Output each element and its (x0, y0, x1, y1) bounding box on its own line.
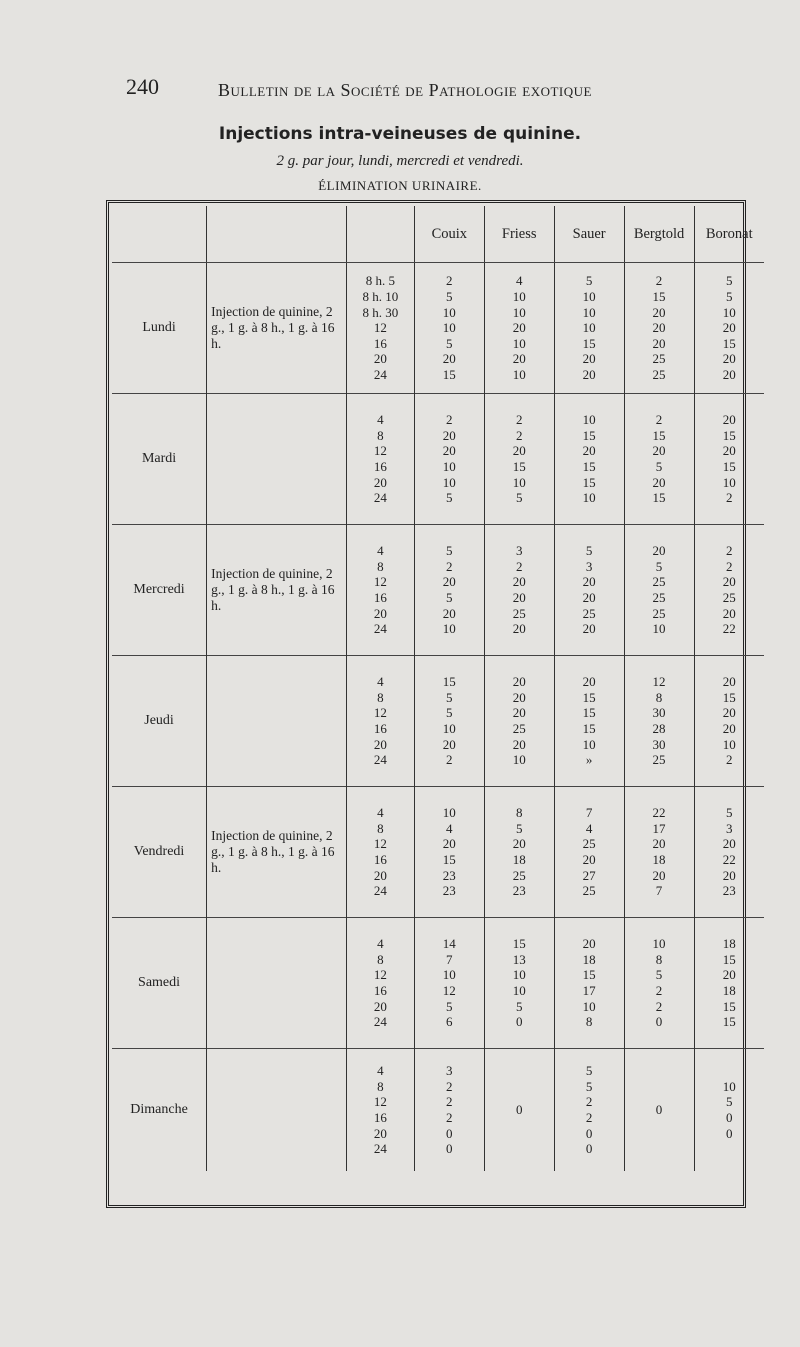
elimination-values: 2 15 20 20 20 25 25 (624, 263, 694, 394)
elimination-values: 7 4 25 20 27 25 (554, 787, 624, 918)
header-empty-day (112, 206, 207, 263)
column-header: Couix (414, 206, 484, 263)
hour-values: 4 8 12 16 20 24 (346, 787, 414, 918)
column-header: Bergtold (624, 206, 694, 263)
injection-note (207, 656, 347, 787)
elimination-values: 20 18 15 17 10 8 (554, 918, 624, 1049)
elimination-values: 5 5 10 20 15 20 20 (694, 263, 764, 394)
injection-note: Injection de quinine, 2 g., 1 g. à 8 h., 1 g. à 16 h. (207, 263, 347, 394)
column-header: Friess (484, 206, 554, 263)
column-header: Boronat (694, 206, 764, 263)
elimination-values: 8 5 20 18 25 23 (484, 787, 554, 918)
table-row (112, 263, 764, 394)
page-header (0, 0, 800, 200)
elimination-values: 20 15 15 15 10 » (554, 656, 624, 787)
elimination-values: 10 5 0 0 (694, 1049, 764, 1172)
day-label: Mercredi (112, 525, 207, 656)
table-row (112, 394, 764, 525)
elimination-values: 20 5 25 25 25 10 (624, 525, 694, 656)
table-row (112, 787, 764, 918)
table-row (112, 918, 764, 1049)
elimination-values: 2 5 10 10 5 20 15 (414, 263, 484, 394)
injection-note: Injection de quinine, 2 g., 1 g. à 8 h., 1 g. à 16 h. (207, 787, 347, 918)
hour-values: 4 8 12 16 20 24 (346, 656, 414, 787)
elimination-values: 10 4 20 15 23 23 (414, 787, 484, 918)
day-label: Samedi (112, 918, 207, 1049)
day-label: Lundi (112, 263, 207, 394)
hour-values: 4 8 12 16 20 24 (346, 1049, 414, 1172)
running-head: Bulletin de la Société de Pathologie exotique (218, 80, 592, 100)
elimination-values: 4 10 10 20 10 20 10 (484, 263, 554, 394)
elimination-values: 5 2 20 5 20 10 (414, 525, 484, 656)
elimination-values: 5 10 10 10 15 20 20 (554, 263, 624, 394)
table-row (112, 656, 764, 787)
elimination-values: 12 8 30 28 30 25 (624, 656, 694, 787)
elimination-values: 0 (484, 1049, 554, 1172)
elimination-values: 3 2 2 2 0 0 (414, 1049, 484, 1172)
injection-note (207, 1049, 347, 1172)
elimination-values: 2 15 20 5 20 15 (624, 394, 694, 525)
elimination-values: 20 20 20 25 20 10 (484, 656, 554, 787)
day-label: Mardi (112, 394, 207, 525)
table-subtitle: 2 g. par jour, lundi, mercredi et vendredi. (276, 153, 524, 169)
injection-note: Injection de quinine, 2 g., 1 g. à 8 h., 1 g. à 16 h. (207, 525, 347, 656)
injection-note (207, 394, 347, 525)
day-label: Dimanche (112, 1049, 207, 1172)
header-empty-note (207, 206, 347, 263)
elimination-values: 5 3 20 20 25 20 (554, 525, 624, 656)
elimination-values: 10 8 5 2 2 0 (624, 918, 694, 1049)
elimination-values: 2 20 20 10 10 5 (414, 394, 484, 525)
elimination-values: 5 3 20 22 20 23 (694, 787, 764, 918)
elimination-values: 20 15 20 15 10 2 (694, 394, 764, 525)
hour-values: 4 8 12 16 20 24 (346, 394, 414, 525)
page-number: 240 (126, 74, 159, 99)
hour-values: 4 8 12 16 20 24 (346, 918, 414, 1049)
elimination-values: 18 15 20 18 15 15 (694, 918, 764, 1049)
table-title: Injections intra-veineuses de quinine. (218, 124, 582, 144)
elimination-values: 2 2 20 15 10 5 (484, 394, 554, 525)
elimination-values: 10 15 20 15 15 10 (554, 394, 624, 525)
elimination-values: 5 5 2 2 0 0 (554, 1049, 624, 1172)
elimination-values: 22 17 20 18 20 7 (624, 787, 694, 918)
day-label: Vendredi (112, 787, 207, 918)
elimination-values: 3 2 20 20 25 20 (484, 525, 554, 656)
elimination-values: 2 2 20 25 20 22 (694, 525, 764, 656)
elimination-table (112, 206, 764, 1171)
elimination-values: 15 13 10 10 5 0 (484, 918, 554, 1049)
table-body (112, 263, 764, 1172)
header-empty-hour (346, 206, 414, 263)
day-label: Jeudi (112, 656, 207, 787)
hour-values: 8 h. 5 8 h. 10 8 h. 30 12 16 20 24 (346, 263, 414, 394)
table-row (112, 525, 764, 656)
table-row (112, 1049, 764, 1172)
elimination-values: 14 7 10 12 5 6 (414, 918, 484, 1049)
injection-note (207, 918, 347, 1049)
elimination-values: 0 (624, 1049, 694, 1172)
header-row (112, 206, 764, 263)
column-header: Sauer (554, 206, 624, 263)
elimination-values: 15 5 5 10 20 2 (414, 656, 484, 787)
section-heading: ÉLIMINATION URINAIRE. (318, 178, 482, 193)
hour-values: 4 8 12 16 20 24 (346, 525, 414, 656)
elimination-values: 20 15 20 20 10 2 (694, 656, 764, 787)
